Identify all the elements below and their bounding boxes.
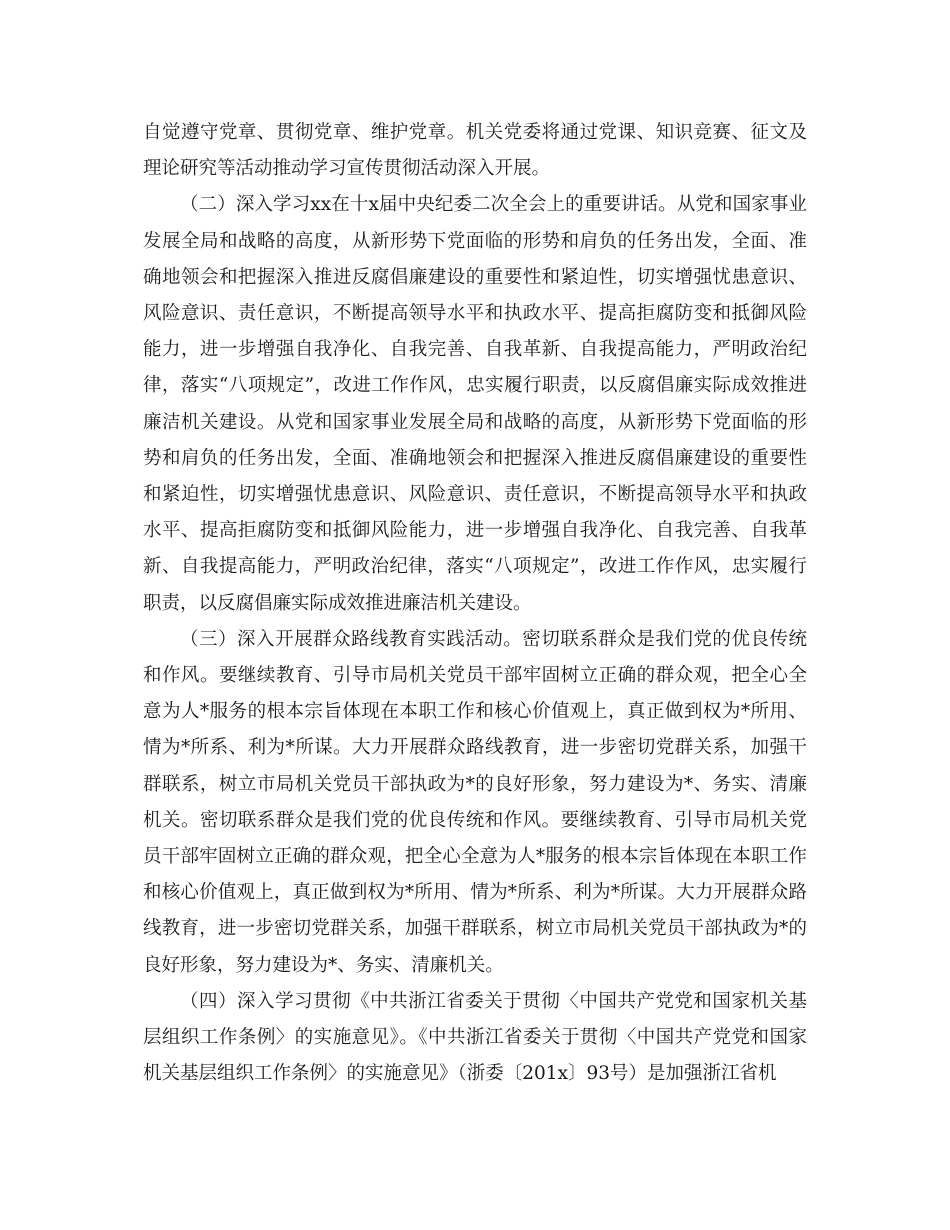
paragraph-continuation: 自觉遵守党章、贯彻党章、维护党章。机关党委将通过党课、知识竞赛、征文及理论研究等活动推动学习宣传贯彻活动深入开展。 [143,122,807,180]
document-body [143,115,807,1092]
paragraph-section-3: （三）深入开展群众路线教育实践活动。密切联系群众是我们党的优良传统和作风。要继续教育、引导市局机关党员干部牢固树立正确的群众观，把全心全意为人*服务的根本宗旨体现在本职工作和核心价值观上，真正做到权为*所用、情为*所系、利为*所谋。大力开展群众路线教育，进一步密切党群关系，加强干群联系，树立市局机关党员干部执政为*的良好形象，努力建设为*、务实、清廉机关。密切联系群众是我们党的优良传统和作风。要继续教育、引导市局机关党员干部牢固树立正确的群众观，把全心全意为人*服务的根本宗旨体现在本职工作和核心价值观上，真正做到权为*所用、情为*所系、利为*所谋。大力开展群众路线教育，进一步密切党群关系，加强干群联系，树立市局机关党员干部执政为*的良好形象，努力建设为*、务实、清廉机关。 [143,628,807,976]
paragraph-section-2: （二）深入学习xx在十x届中央纪委二次全会上的重要讲话。从党和国家事业发展全局和战略的高度，从新形势下党面临的形势和肩负的任务出发，全面、准确地领会和把握深入推进反腐倡廉建设的重要性和紧迫性，切实增强忧患意识、风险意识、责任意识，不断提高领导水平和执政水平、提高拒腐防变和抵御风险能力，进一步增强自我净化、自我完善、自我革新、自我提高能力，严明政治纪律，落实“八项规定”，改进工作作风，忠实履行职责，以反腐倡廉实际成效推进廉洁机关建设。从党和国家事业发展全局和战略的高度，从新形势下党面临的形势和肩负的任务出发，全面、准确地领会和把握深入推进反腐倡廉建设的重要性和紧迫性，切实增强忧患意识、风险意识、责任意识，不断提高领导水平和执政水平、提高拒腐防变和抵御风险能力，进一步增强自我净化、自我完善、自我革新、自我提高能力，严明政治纪律，落实“八项规定”，改进工作作风，忠实履行职责，以反腐倡廉实际成效推进廉洁机关建设。 [143,194,807,614]
paragraph-section-4: （四）深入学习贯彻《中共浙江省委关于贯彻〈中国共产党党和国家机关基层组织工作条例〉的实施意见》。《中共浙江省委关于贯彻〈中国共产党党和国家机关基层组织工作条例〉的实施意见》（浙委〔201x〕93号）是加强浙江省机 [143,990,807,1085]
